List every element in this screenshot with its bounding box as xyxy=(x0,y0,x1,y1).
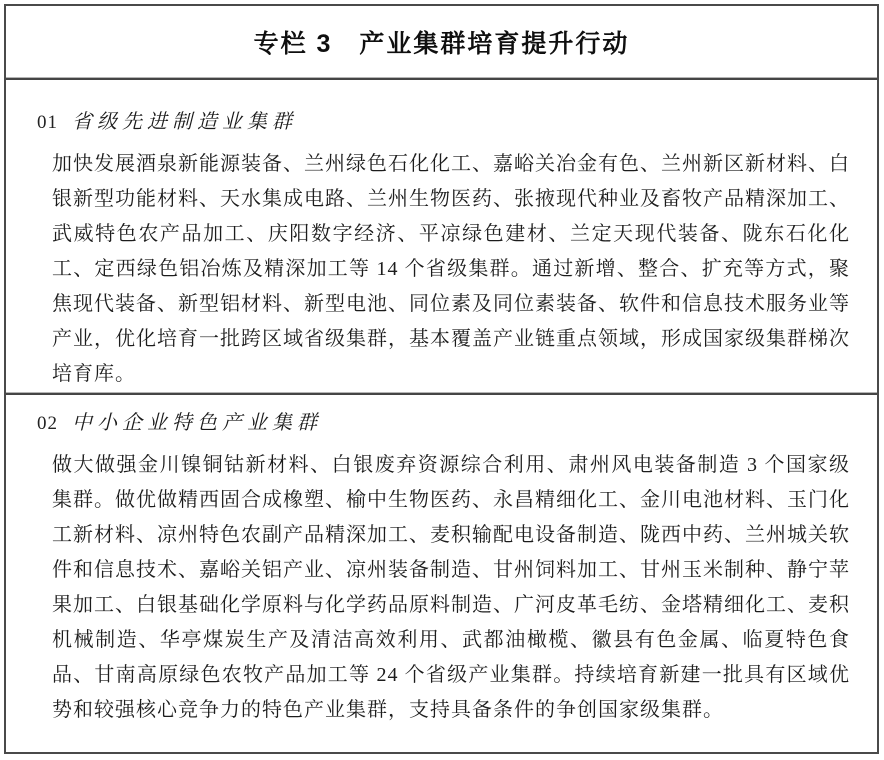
box-title: 专栏 3 产业集群培育提升行动 xyxy=(253,29,630,58)
section-heading-line xyxy=(37,108,850,137)
section-heading: 省级先进制造业集群 xyxy=(72,111,297,133)
section-number: 02 xyxy=(37,413,58,434)
section-heading-line xyxy=(37,409,850,438)
section-number: 01 xyxy=(37,112,58,133)
section-body: 做大做强金川镍铜钴新材料、白银废弃资源综合利用、肃州风电装备制造 3 个国家级集群。做优做精西固合成橡塑、榆中生物医药、永昌精细化工、金川电池材料、玉门化工新材料、凉州特色农副产品精深加工、麦积输配电设备制造、陇西中药、兰州城关软件和信息技术、嘉峪关铝产业、凉州装备制造、甘州饲料加工、甘州玉米制种、静宁苹果加工、白银基础化学原料与化学药品原料制造、广河皮革毛纺、金塔精细化工、麦积机械制造、华亭煤炭生产及清洁高效利用、武都油橄榄、徽县有色金属、临夏特色食品、甘南高原绿色农牧产品加工等 24 个省级产业集群。持续培育新建一批具有区域优势和较强核心竞争力的特色产业集群，支持具备条件的争创国家级集群。 xyxy=(52,454,850,721)
callout-box xyxy=(4,4,879,754)
section-heading: 中小企业特色产业集群 xyxy=(72,412,322,434)
section-body: 加快发展酒泉新能源装备、兰州绿色石化化工、嘉峪关冶金有色、兰州新区新材料、白银新型功能材料、天水集成电路、兰州生物医药、张掖现代种业及畜牧产品精深加工、武威特色农产品加工、庆阳数字经济、平凉绿色建材、兰定天现代装备、陇东石化化工、定西绿色铝冶炼及精深加工等 14 个省级集群。通过新增、整合、扩充等方式，聚焦现代装备、新型铝材料、新型电池、同位素及同位素装备、软件和信息技术服务业等产业，优化培育一批跨区域省级集群，基本覆盖产业链重点领域，形成国家级集群梯次培育库。 xyxy=(52,153,850,385)
title-row xyxy=(6,6,877,77)
section-sme-characteristic-industry-clusters xyxy=(6,395,877,728)
section-provincial-advanced-manufacturing-clusters xyxy=(6,80,877,392)
